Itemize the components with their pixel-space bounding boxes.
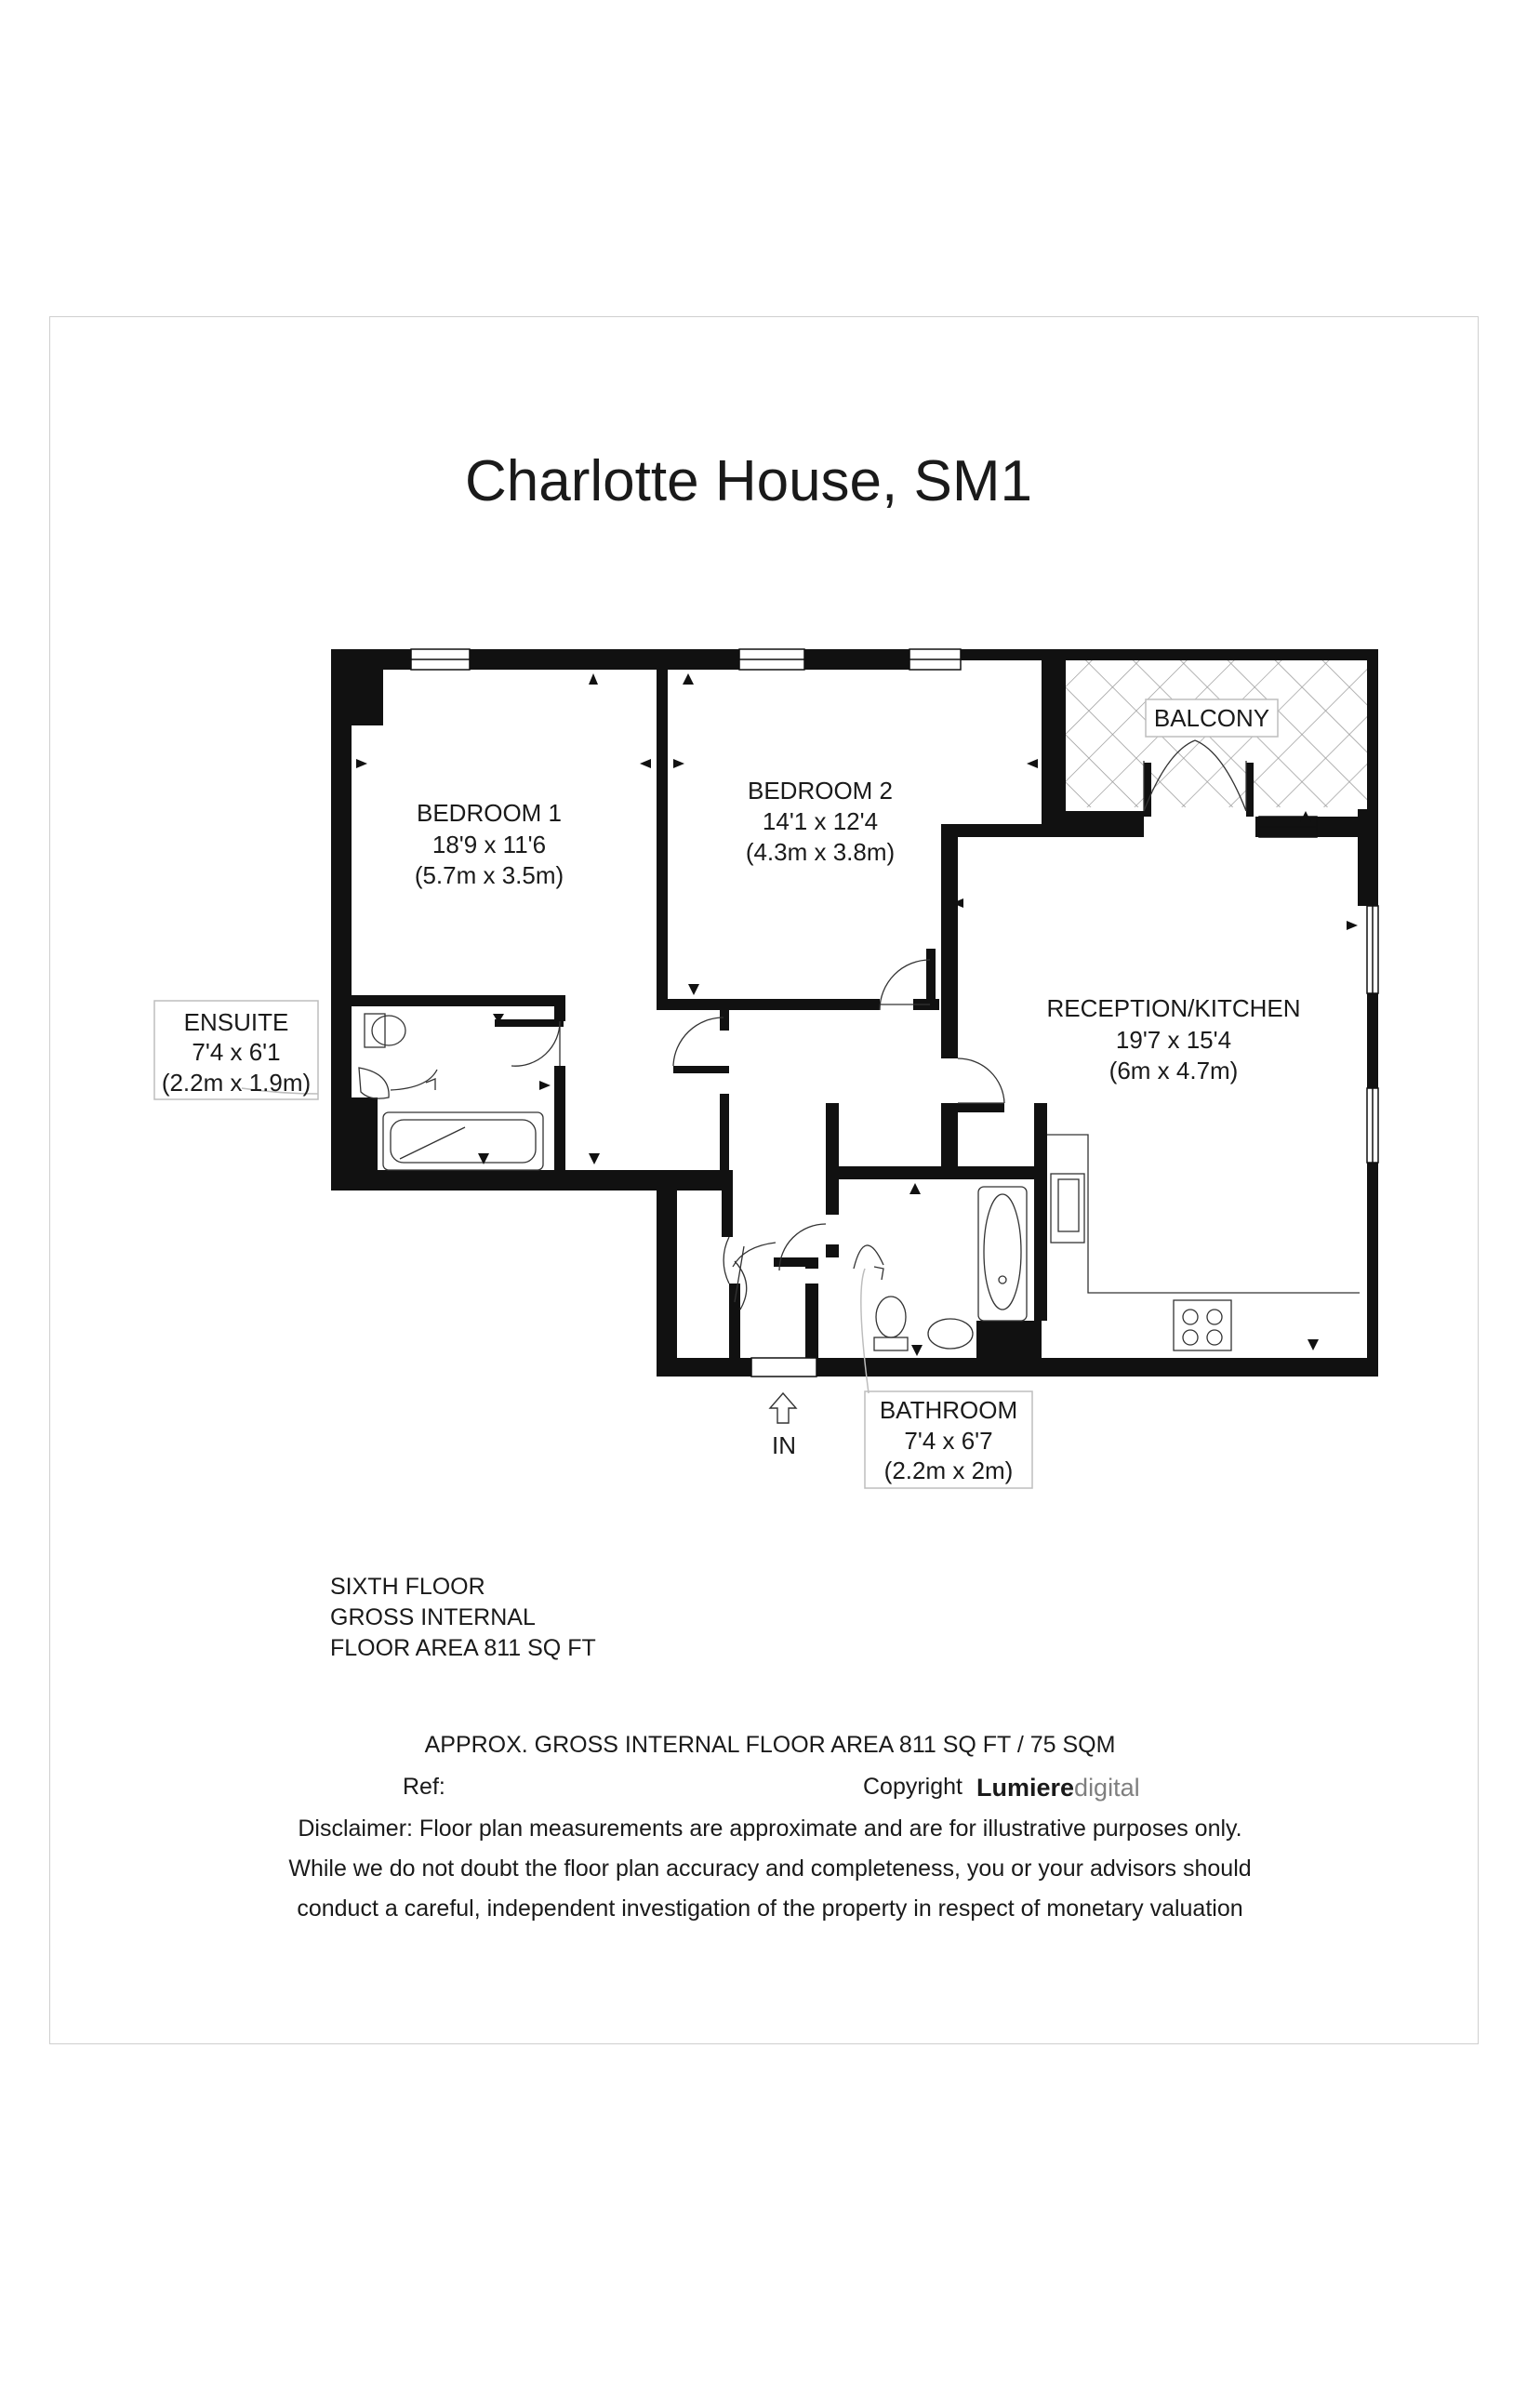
balcony-name: BALCONY bbox=[1153, 704, 1270, 732]
bathroom-imperial: 7'4 x 6'7 bbox=[904, 1427, 993, 1455]
bedroom2-metric: (4.3m x 3.8m) bbox=[745, 838, 896, 866]
copyright-label: Copyright bbox=[863, 1774, 962, 1800]
ensuite-name: ENSUITE bbox=[183, 1008, 289, 1036]
floor-info bbox=[330, 1572, 596, 1664]
brand-light: digital bbox=[1074, 1774, 1140, 1802]
entrance-label: IN bbox=[772, 1431, 796, 1459]
bedroom1-name: BEDROOM 1 bbox=[416, 799, 563, 827]
bedroom1-imperial: 18'9 x 11'6 bbox=[431, 831, 547, 858]
bedroom2-name: BEDROOM 2 bbox=[747, 777, 894, 805]
entrance-arrow-icon bbox=[770, 1393, 796, 1423]
bedroom2-imperial: 14'1 x 12'4 bbox=[762, 807, 879, 835]
bedroom1-metric: (5.7m x 3.5m) bbox=[414, 861, 564, 889]
floor-info-line2: GROSS INTERNAL bbox=[330, 1604, 536, 1630]
bathroom-name: BATHROOM bbox=[879, 1396, 1018, 1424]
ensuite-imperial: 7'4 x 6'1 bbox=[192, 1038, 281, 1066]
reception-imperial: 19'7 x 15'4 bbox=[1115, 1026, 1232, 1054]
brand-logo bbox=[976, 1774, 1140, 1802]
reception-name: RECEPTION/KITCHEN bbox=[1046, 994, 1301, 1022]
ensuite-metric: (2.2m x 1.9m) bbox=[161, 1069, 312, 1097]
page-title: Charlotte House, SM1 bbox=[465, 449, 1032, 513]
disclaimer-line1: Disclaimer: Floor plan measurements are approximate and are for illustrative purposes only. bbox=[298, 1816, 1242, 1842]
floor-info-line1: SIXTH FLOOR bbox=[330, 1574, 485, 1600]
bathroom-metric: (2.2m x 2m) bbox=[883, 1457, 1014, 1484]
disclaimer-line3: conduct a careful, independent investigation of the property in respect of monetary valuation bbox=[297, 1895, 1243, 1922]
approx-area: APPROX. GROSS INTERNAL FLOOR AREA 811 SQ FT / 75 SQM bbox=[424, 1732, 1116, 1758]
floor-info-line3: FLOOR AREA 811 SQ FT bbox=[330, 1635, 596, 1661]
disclaimer-line2: While we do not doubt the floor plan accuracy and completeness, you or your advisors should bbox=[288, 1856, 1252, 1882]
reception-metric: (6m x 4.7m) bbox=[1109, 1057, 1239, 1084]
brand-bold: Lumiere bbox=[976, 1774, 1075, 1802]
ref-label: Ref: bbox=[403, 1774, 445, 1800]
